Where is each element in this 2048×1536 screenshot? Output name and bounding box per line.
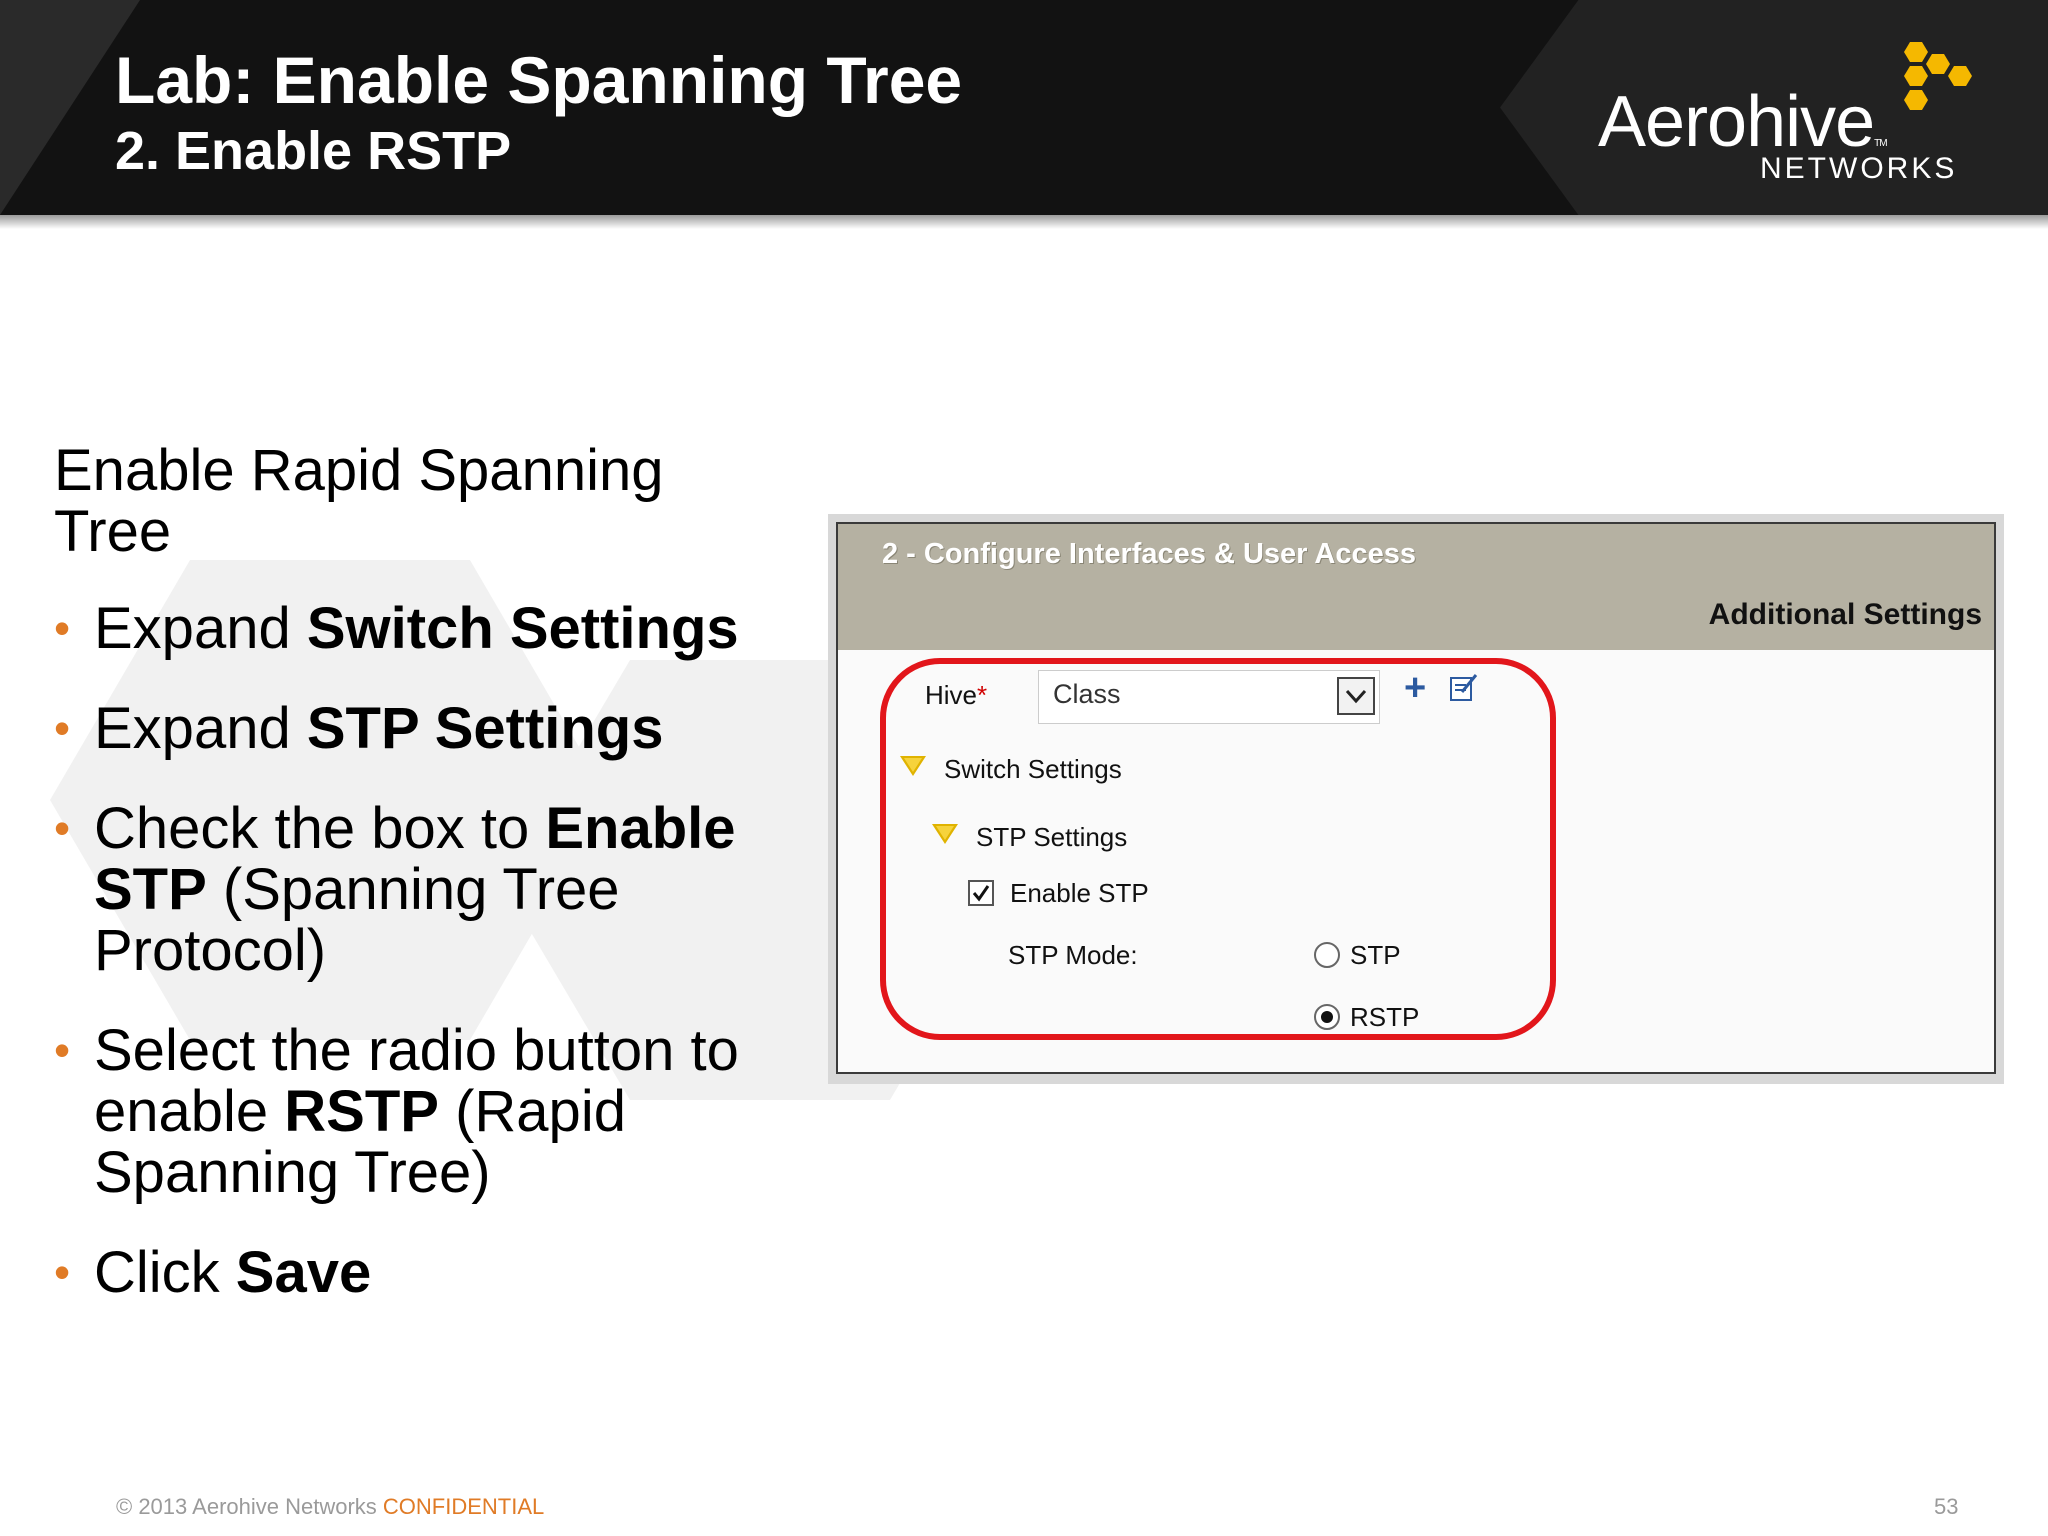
required-marker: * xyxy=(977,680,988,710)
embedded-screenshot xyxy=(836,522,1996,1074)
bullet-bold: Switch Settings xyxy=(306,596,739,661)
bullet-bold: STP Settings xyxy=(306,696,664,761)
bullet-bold: Enable STP xyxy=(94,796,736,922)
slide-header xyxy=(0,0,2048,215)
enable-stp-label: Enable STP xyxy=(1010,878,1149,908)
bullet-icon: • xyxy=(54,1024,71,1076)
tab-additional-settings[interactable]: Additional Settings xyxy=(1708,598,1982,631)
bullet-icon: • xyxy=(54,702,71,754)
bullet-icon: • xyxy=(54,802,71,854)
list-item xyxy=(54,1242,814,1303)
hive-label: Hive* xyxy=(925,680,988,710)
red-highlight-outline xyxy=(880,658,1556,1040)
honeycomb-logo-icon xyxy=(1888,40,1972,116)
slide-title: Lab: Enable Spanning Tree xyxy=(115,43,963,117)
instruction-list xyxy=(54,598,814,1342)
screenshot-title: 2 - Configure Interfaces & User Access xyxy=(882,538,1417,570)
logo-wordmark: AerohiveTM xyxy=(1598,82,1887,162)
aerohive-logo xyxy=(1598,40,1978,190)
rstp-radio-label: RSTP xyxy=(1350,1002,1420,1032)
list-item xyxy=(54,698,814,759)
list-item xyxy=(54,798,814,981)
lead-text: Enable Rapid Spanning Tree xyxy=(54,438,664,564)
stp-mode-label: STP Mode: xyxy=(1008,940,1138,970)
bullet-icon: • xyxy=(54,1246,71,1298)
bullet-text: Select the radio button to enable xyxy=(94,1018,739,1144)
bullet-icon: • xyxy=(54,602,71,654)
page-number: 53 xyxy=(1934,1494,1959,1519)
list-item xyxy=(54,598,814,659)
add-icon[interactable]: + xyxy=(1404,667,1427,709)
stp-radio-label: STP xyxy=(1350,940,1401,970)
bullet-text: (Rapid Spanning Tree) xyxy=(94,1079,626,1205)
header-shadow xyxy=(0,215,2048,229)
bullet-text: Expand xyxy=(94,696,307,761)
confidential-label: CONFIDENTIAL xyxy=(382,1494,545,1519)
bullet-text: Click xyxy=(94,1240,236,1305)
hive-select-value: Class xyxy=(1053,679,1121,709)
stp-settings-toggle[interactable]: STP Settings xyxy=(976,822,1128,852)
bullet-text: Expand xyxy=(94,596,307,661)
bullet-text: (Spanning Tree Protocol) xyxy=(94,857,620,983)
bullet-bold: RSTP xyxy=(284,1079,439,1144)
bullet-bold: Save xyxy=(235,1240,372,1305)
list-item xyxy=(54,1020,814,1203)
logo-subtext: NETWORKS xyxy=(1760,152,1958,185)
switch-settings-toggle[interactable]: Switch Settings xyxy=(944,754,1122,784)
slide-subtitle: 2. Enable RSTP xyxy=(115,121,512,181)
footer-copyright: © 2013 Aerohive Networks CONFIDENTIAL xyxy=(116,1494,545,1519)
screenshot-header xyxy=(838,524,1994,650)
bullet-text: Check the box to xyxy=(94,796,546,861)
